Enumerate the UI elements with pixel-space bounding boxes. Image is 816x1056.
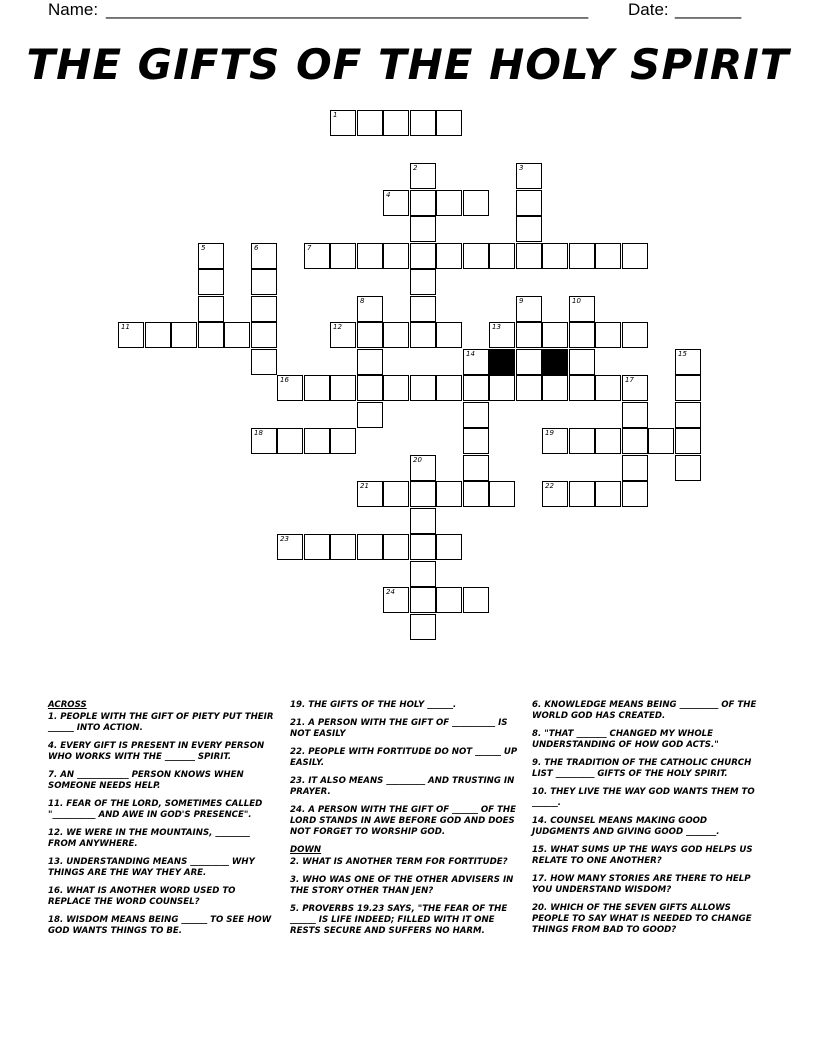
crossword-cell[interactable]: [516, 243, 542, 269]
crossword-cell[interactable]: [357, 402, 383, 428]
crossword-cell[interactable]: [383, 110, 409, 136]
clue-number: 9: [519, 297, 524, 305]
crossword-cell[interactable]: [171, 322, 197, 348]
crossword-cell[interactable]: [622, 428, 648, 454]
clue-across-1: 1. PEOPLE WITH THE GIFT OF PIETY PUT THEIR ______ INTO ACTION.: [48, 712, 274, 733]
crossword-cell[interactable]: [330, 375, 356, 401]
crossword-cell[interactable]: [595, 375, 621, 401]
clue-down-14: 14. COUNSEL MEANS MAKING GOOD JUDGMENTS AND GIVING GOOD _______.: [532, 816, 720, 837]
crossword-cell[interactable]: [463, 402, 489, 428]
crossword-cell[interactable]: [410, 216, 436, 242]
clue-across-22: 22. PEOPLE WITH FORTITUDE DO NOT ______ UP EASILY.: [290, 747, 518, 768]
crossword-cell[interactable]: [622, 402, 648, 428]
clue-across-7: 7. AN ____________ PERSON KNOWS WHEN SOMEONE NEEDS HELP.: [48, 770, 244, 791]
crossword-cell[interactable]: [251, 269, 277, 295]
clue-down-5: 5. PROVERBS 19.23 SAYS, "THE FEAR OF THE ______ IS LIFE INDEED; FILLED WITH IT ONE RESTS SECURE AND SUFFERS NO HARM.: [290, 904, 508, 936]
clue-number: 5: [201, 244, 206, 252]
crossword-cell[interactable]: [410, 561, 436, 587]
clue-across-13: 13. UNDERSTANDING MEANS _________ WHY THINGS ARE THE WAY THEY ARE.: [48, 857, 255, 878]
crossword-cell[interactable]: [357, 296, 383, 322]
crossword-cell[interactable]: [357, 375, 383, 401]
clue-across-18: 18. WISDOM MEANS BEING ______ TO SEE HOW GOD WANTS THINGS TO BE.: [48, 915, 272, 936]
clues-column-3: [532, 700, 762, 943]
crossword-cell[interactable]: [595, 428, 621, 454]
clue-down-8: 8. "THAT _______ CHANGED MY WHOLE UNDERSTANDING OF HOW GOD ACTS.": [532, 729, 719, 750]
crossword-cell[interactable]: [542, 375, 568, 401]
crossword-cell[interactable]: [410, 508, 436, 534]
crossword-cell[interactable]: [595, 322, 621, 348]
crossword-cell[interactable]: [542, 243, 568, 269]
crossword-cell[interactable]: [410, 322, 436, 348]
crossword-cell[interactable]: [569, 428, 595, 454]
crossword-cell[interactable]: [330, 243, 356, 269]
crossword-cell[interactable]: [277, 375, 303, 401]
name-field[interactable]: ___________________________________________________: [106, 0, 589, 19]
crossword-cell[interactable]: [198, 269, 224, 295]
crossword-cell[interactable]: [516, 296, 542, 322]
crossword-cell[interactable]: [383, 375, 409, 401]
crossword-cell[interactable]: [410, 455, 436, 481]
clue-number: 11: [121, 323, 130, 331]
crossword-cell[interactable]: [489, 322, 515, 348]
crossword-cell[interactable]: [436, 481, 462, 507]
clue-down-15: 15. WHAT SUMS UP THE WAYS GOD HELPS US RELATE TO ONE ANOTHER?: [532, 845, 753, 866]
crossword-cell[interactable]: [569, 243, 595, 269]
crossword-cell[interactable]: [224, 322, 250, 348]
crossword-cell[interactable]: [357, 322, 383, 348]
crossword-cell[interactable]: [436, 587, 462, 613]
crossword-cell[interactable]: [436, 322, 462, 348]
date-field[interactable]: _______: [675, 0, 742, 19]
crossword-cell[interactable]: [516, 163, 542, 189]
crossword-cell[interactable]: [622, 322, 648, 348]
clue-number: 10: [572, 297, 581, 305]
crossword-cell[interactable]: [383, 534, 409, 560]
crossword-cell[interactable]: [542, 428, 568, 454]
clue-number: 7: [307, 244, 312, 252]
crossword-cell[interactable]: [595, 243, 621, 269]
crossword-cell[interactable]: [595, 481, 621, 507]
crossword-cell[interactable]: [251, 322, 277, 348]
crossword-cell[interactable]: [675, 455, 701, 481]
crossword-cell[interactable]: [357, 534, 383, 560]
crossword-cell[interactable]: [622, 481, 648, 507]
crossword-cell[interactable]: [410, 614, 436, 640]
crossword-cell[interactable]: [569, 322, 595, 348]
clues-column-2: [290, 700, 520, 944]
crossword-cell[interactable]: [463, 587, 489, 613]
clue-number: 4: [386, 191, 391, 199]
crossword-cell[interactable]: [410, 269, 436, 295]
clue-number: 24: [386, 588, 395, 596]
crossword-cell[interactable]: [304, 375, 330, 401]
crossword-cell[interactable]: [330, 534, 356, 560]
crossword-cell[interactable]: [251, 243, 277, 269]
crossword-cell[interactable]: [198, 243, 224, 269]
crossword-cell[interactable]: [542, 481, 568, 507]
clue-number: 8: [360, 297, 365, 305]
crossword-cell[interactable]: [251, 296, 277, 322]
crossword-cell[interactable]: [675, 402, 701, 428]
clue-number: 15: [678, 350, 687, 358]
crossword-cell[interactable]: [383, 243, 409, 269]
name-label: Name:: [48, 0, 99, 19]
clue-across-21: 21. A PERSON WITH THE GIFT OF __________ IS NOT EASILY: [290, 718, 508, 739]
crossword-cell[interactable]: [675, 375, 701, 401]
clue-number: 6: [254, 244, 259, 252]
clue-number: 14: [466, 350, 475, 358]
clue-number: 1: [333, 111, 338, 119]
crossword-cell[interactable]: [463, 190, 489, 216]
crossword-cell[interactable]: [436, 534, 462, 560]
clue-across-23: 23. IT ALSO MEANS _________ AND TRUSTING IN PRAYER.: [290, 776, 515, 797]
crossword-cell[interactable]: [516, 322, 542, 348]
crossword-cell[interactable]: [569, 296, 595, 322]
crossword-cell[interactable]: [463, 481, 489, 507]
crossword-cell[interactable]: [542, 322, 568, 348]
crossword-cell[interactable]: [383, 481, 409, 507]
clue-across-19: 19. THE GIFTS OF THE HOLY ______.: [290, 700, 457, 710]
crossword-cell[interactable]: [357, 110, 383, 136]
crossword-cell[interactable]: [330, 110, 356, 136]
clue-down-9: 9. THE TRADITION OF THE CATHOLIC CHURCH LIST _________ GIFTS OF THE HOLY SPIRIT.: [532, 758, 752, 779]
crossword-cell[interactable]: [489, 481, 515, 507]
crossword-cell[interactable]: [330, 428, 356, 454]
crossword-cell[interactable]: [436, 110, 462, 136]
crossword-cell[interactable]: [277, 428, 303, 454]
clue-number: 16: [280, 376, 289, 384]
crossword-cell[interactable]: [357, 349, 383, 375]
crossword-cell[interactable]: [436, 243, 462, 269]
crossword-cell[interactable]: [304, 428, 330, 454]
clue-number: 23: [280, 535, 289, 543]
crossword-cell[interactable]: [648, 428, 674, 454]
crossword-cell[interactable]: [410, 163, 436, 189]
crossword-cell[interactable]: [410, 243, 436, 269]
down-heading: DOWN: [290, 845, 322, 855]
crossword-cell[interactable]: [675, 349, 701, 375]
across-heading: ACROSS: [48, 700, 87, 710]
crossword-cell[interactable]: [516, 216, 542, 242]
crossword-cell[interactable]: [410, 587, 436, 613]
crossword-cell[interactable]: [410, 534, 436, 560]
crossword-block-cell: [542, 349, 568, 375]
crossword-cell[interactable]: [357, 481, 383, 507]
crossword-cell[interactable]: [118, 322, 144, 348]
clue-across-11: 11. FEAR OF THE LORD, SOMETIMES CALLED "__________ AND AWE IN GOD'S PRESENCE".: [48, 799, 263, 820]
crossword-cell[interactable]: [489, 375, 515, 401]
crossword-cell[interactable]: [463, 375, 489, 401]
crossword-cell[interactable]: [410, 375, 436, 401]
crossword-cell[interactable]: [251, 428, 277, 454]
clue-down-3: 3. WHO WAS ONE OF THE OTHER ADVISERS IN THE STORY OTHER THAN JEN?: [290, 875, 514, 896]
crossword-cell[interactable]: [516, 190, 542, 216]
crossword-cell[interactable]: [198, 322, 224, 348]
clue-down-6: 6. KNOWLEDGE MEANS BEING _________ OF THE WORLD GOD HAS CREATED.: [532, 700, 757, 721]
crossword-cell[interactable]: [383, 190, 409, 216]
clue-across-16: 16. WHAT IS ANOTHER WORD USED TO REPLACE THE WORD COUNSEL?: [48, 886, 236, 907]
clue-down-17: 17. HOW MANY STORIES ARE THERE TO HELP YOU UNDERSTAND WISDOM?: [532, 874, 751, 895]
clue-across-4: 4. EVERY GIFT IS PRESENT IN EVERY PERSON WHO WORKS WITH THE _______ SPIRIT.: [48, 741, 265, 762]
crossword-cell[interactable]: [516, 349, 542, 375]
crossword-cell[interactable]: [569, 349, 595, 375]
crossword-cell[interactable]: [463, 455, 489, 481]
crossword-cell[interactable]: [304, 534, 330, 560]
crossword-cell[interactable]: [383, 587, 409, 613]
crossword-cell[interactable]: [304, 243, 330, 269]
clue-number: 20: [413, 456, 422, 464]
date-label: Date:: [628, 0, 669, 19]
clue-down-2: 2. WHAT IS ANOTHER TERM FOR FORTITUDE?: [290, 857, 508, 867]
clue-down-10: 10. THEY LIVE THE WAY GOD WANTS THEM TO ______.: [532, 787, 755, 808]
crossword-cell[interactable]: [569, 481, 595, 507]
crossword-block-cell: [489, 349, 515, 375]
clue-number: 17: [625, 376, 634, 384]
clues-column-1: [48, 700, 278, 944]
crossword-cell[interactable]: [383, 322, 409, 348]
crossword-cell[interactable]: [330, 322, 356, 348]
page-title: THE GIFTS OF THE HOLY SPIRIT: [26, 40, 790, 89]
crossword-cell[interactable]: [277, 534, 303, 560]
clue-number: 2: [413, 164, 418, 172]
crossword-cell[interactable]: [145, 322, 171, 348]
crossword-cell[interactable]: [410, 481, 436, 507]
crossword-cell[interactable]: [436, 190, 462, 216]
crossword-cell[interactable]: [198, 296, 224, 322]
clue-number: 22: [545, 482, 554, 490]
crossword-cell[interactable]: [516, 375, 542, 401]
crossword-cell[interactable]: [410, 190, 436, 216]
crossword-cell[interactable]: [622, 455, 648, 481]
clue-number: 13: [492, 323, 501, 331]
crossword-cell[interactable]: [569, 375, 595, 401]
clue-across-24: 24. A PERSON WITH THE GIFT OF ______ OF THE LORD STANDS IN AWE BEFORE GOD AND DOES NOT FORGET TO WORSHIP GOD.: [290, 805, 516, 837]
crossword-cell[interactable]: [410, 110, 436, 136]
clue-across-12: 12. WE WERE IN THE MOUNTAINS, ________ FROM ANYWHERE.: [48, 828, 250, 849]
clue-number: 18: [254, 429, 263, 437]
clue-number: 12: [333, 323, 342, 331]
crossword-cell[interactable]: [489, 243, 515, 269]
crossword-cell[interactable]: [251, 349, 277, 375]
clue-number: 3: [519, 164, 524, 172]
crossword-cell[interactable]: [436, 375, 462, 401]
crossword-cell[interactable]: [357, 243, 383, 269]
crossword-cell[interactable]: [463, 349, 489, 375]
crossword-cell[interactable]: [410, 296, 436, 322]
crossword-cell[interactable]: [675, 428, 701, 454]
clue-number: 21: [360, 482, 369, 490]
crossword-cell[interactable]: [622, 243, 648, 269]
clue-down-20: 20. WHICH OF THE SEVEN GIFTS ALLOWS PEOPLE TO SAY WHAT IS NEEDED TO CHANGE THINGS FROM BAD TO GOOD?: [532, 903, 752, 935]
crossword-cell[interactable]: [463, 428, 489, 454]
clue-number: 19: [545, 429, 554, 437]
crossword-cell[interactable]: [622, 375, 648, 401]
crossword-cell[interactable]: [463, 243, 489, 269]
